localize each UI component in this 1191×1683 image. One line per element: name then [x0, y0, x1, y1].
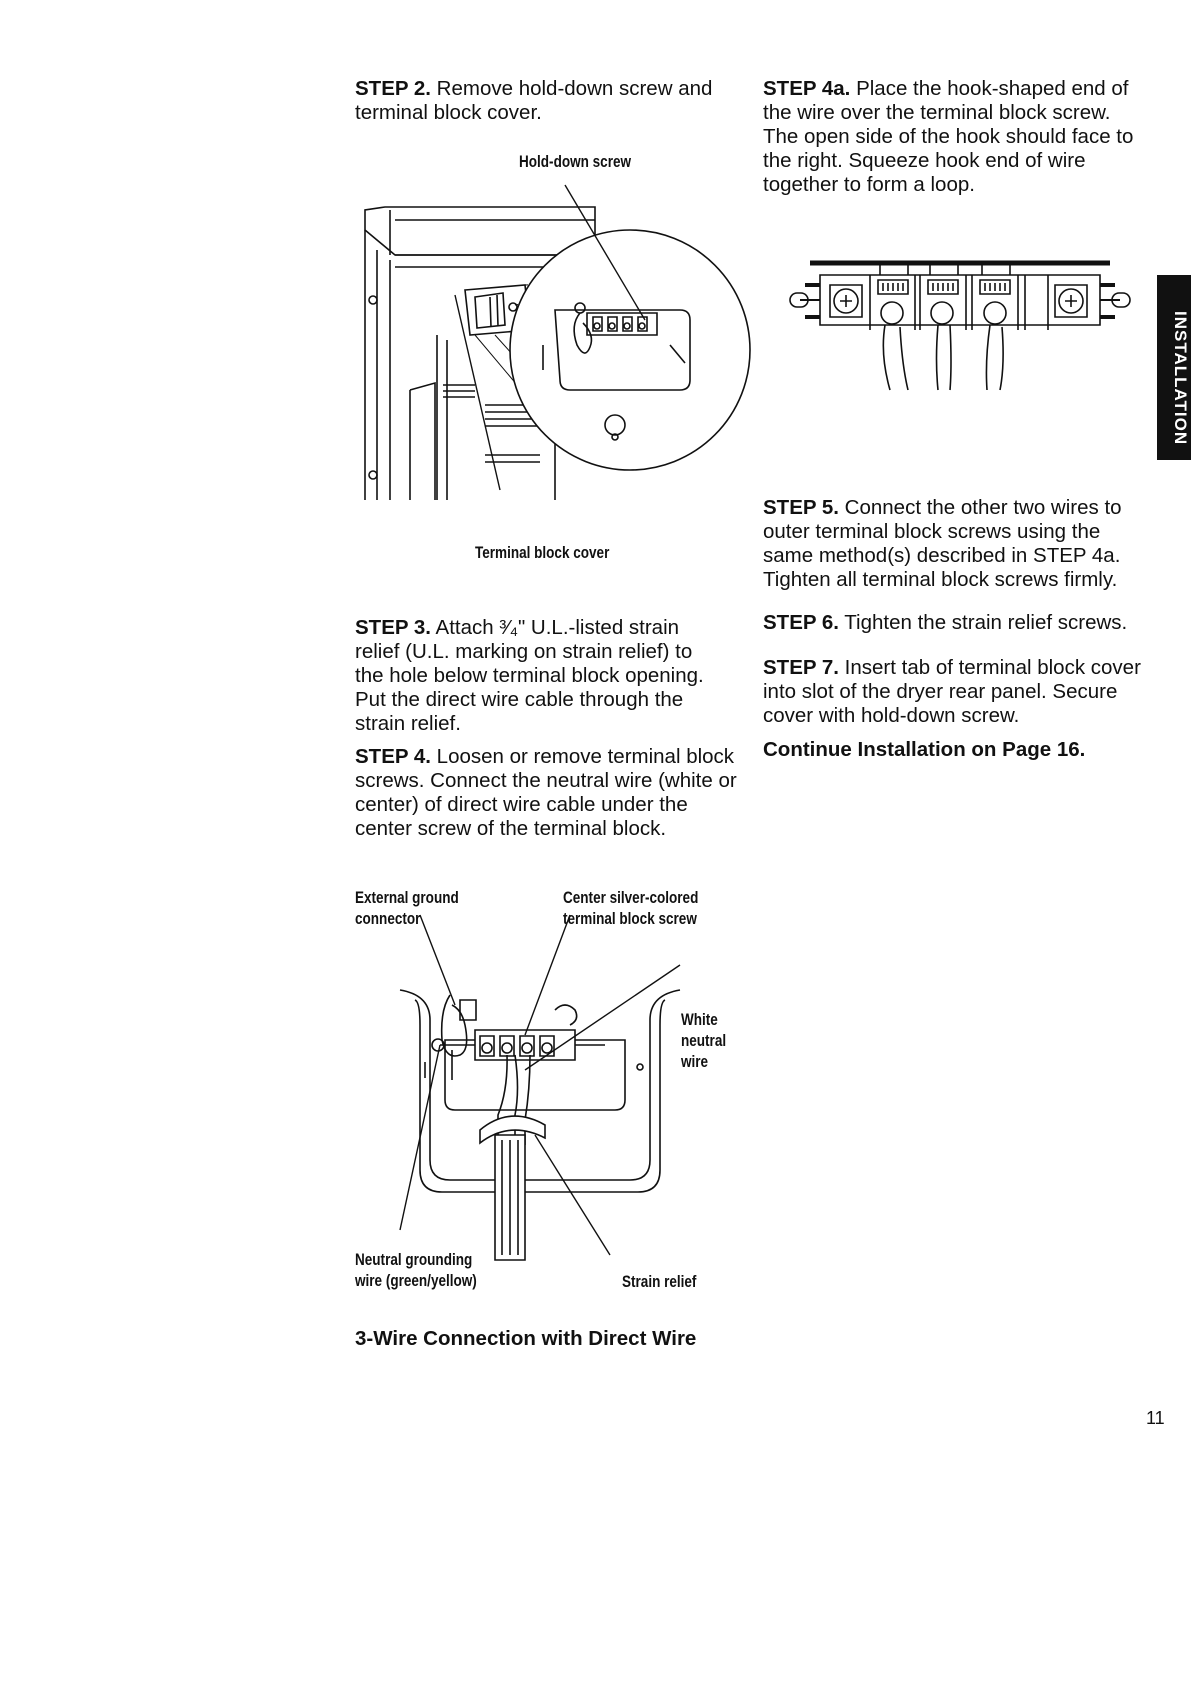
step-4a-label: STEP 4a. [763, 77, 851, 100]
step-4a [763, 77, 1148, 197]
step-2 [355, 77, 740, 125]
terminal-block-cover-caption: Terminal block cover [475, 544, 610, 562]
step-6 [763, 611, 1163, 635]
three-wire-connection-illustration [380, 930, 700, 1260]
step-4 [355, 745, 745, 841]
step-6-label: STEP 6. [763, 611, 839, 634]
step-7-text: Insert tab of terminal block cover into slot of the dryer rear panel. Secure cover with hold-down screw. [763, 656, 1141, 727]
page-number: 11 [1146, 1408, 1165, 1428]
white-neutral-wire-label: White neutral wire [681, 1011, 727, 1071]
step-5-text: Connect the other two wires to outer terminal block screws using the same method(s) described in STEP 4a. Tighten all terminal block screws firmly. [763, 496, 1122, 591]
step-7 [763, 656, 1143, 728]
step-5-label: STEP 5. [763, 496, 839, 519]
step-7-label: STEP 7. [763, 656, 839, 679]
external-ground-label: External ground connector [355, 889, 459, 928]
terminal-block-hook-illustration [800, 255, 1120, 400]
step-3-text: Attach ³⁄₄" U.L.-listed strain relief (U.L. marking on strain relief) to the hole below terminal block opening. Put the direct wire cable through the strain relief. [355, 616, 704, 735]
continue-installation-note: Continue Installation on Page 16. [763, 738, 1086, 761]
step-4-label: STEP 4. [355, 745, 431, 768]
installation-side-tab [1157, 275, 1191, 460]
step-2-text: Remove hold-down screw and terminal block cover. [355, 77, 713, 124]
step-4a-text: Place the hook-shaped end of the wire over the terminal block screw. The open side of the hook should face to the right. Squeeze hook end of wire together to form a loop. [763, 77, 1134, 196]
step-2-label: STEP 2. [355, 77, 431, 100]
step-3 [355, 616, 725, 736]
side-tab-label: INSTALLATION [1171, 311, 1190, 446]
step-6-text: Tighten the strain relief screws. [838, 611, 1128, 634]
step-5 [763, 496, 1148, 592]
neutral-grounding-wire-label: Neutral grounding wire (green/yellow) [355, 1251, 477, 1290]
strain-relief-label: Strain relief [622, 1273, 697, 1291]
step-3-label: STEP 3. [355, 616, 431, 639]
hold-down-screw-caption: Hold-down screw [519, 153, 632, 171]
center-screw-label: Center silver-colored terminal block screw [563, 889, 699, 928]
step-4-text: Loosen or remove terminal block screws. Connect the neutral wire (white or center) of direct wire cable under the center screw of the terminal block. [355, 745, 737, 840]
figure-title: 3-Wire Connection with Direct Wire [355, 1327, 697, 1350]
dryer-rear-illustration [355, 185, 755, 545]
